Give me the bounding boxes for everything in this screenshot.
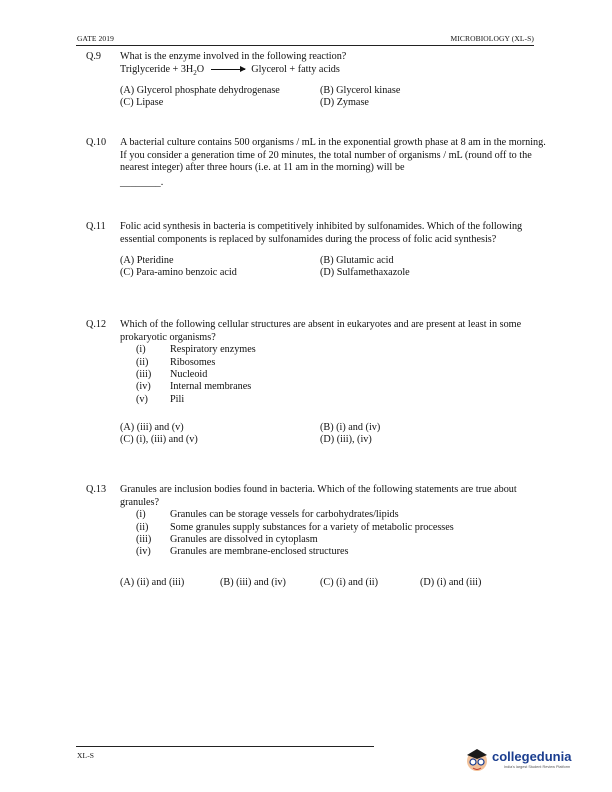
option-d[interactable]: (D) Zymase [320, 97, 369, 109]
mascot-icon [464, 745, 490, 773]
option-c[interactable]: (C) Para-amino benzoic acid [120, 267, 237, 279]
list-item: (iv) Granules are membrane-enclosed structures [136, 546, 349, 558]
answer-blank: ________. [120, 176, 164, 188]
reaction: Triglyceride + $3H_2O$ Glycerol + fatty acids [120, 63, 340, 77]
question-13 [86, 484, 546, 591]
option-b[interactable]: (B) Glutamic acid [320, 255, 394, 267]
option-d[interactable]: (D) (iii), (iv) [320, 434, 372, 446]
list-item: (i) Granules can be storage vessels for carbohydrates/lipids [136, 509, 399, 521]
option-c[interactable]: (C) (i) and (ii) [320, 576, 378, 588]
option-c[interactable]: (C) Lipase [120, 97, 164, 109]
question-9 [86, 51, 546, 111]
option-a[interactable]: (A) (ii) and (iii) [120, 576, 185, 588]
option-b[interactable]: (B) (i) and (iv) [320, 422, 381, 434]
option-d[interactable]: (D) Sulfamethaxazole [320, 267, 410, 279]
option-a[interactable]: (A) (iii) and (v) [120, 422, 184, 434]
collegedunia-logo [464, 745, 584, 775]
option-a[interactable]: (A) Glycerol phosphate dehydrogenase [120, 85, 280, 97]
list-item: (iii) Granules are dissolved in cytoplasm [136, 534, 318, 545]
option-a[interactable]: (A) Pteridine [120, 255, 174, 267]
header-left: GATE 2019 [77, 34, 114, 43]
logo-tagline: India's largest Student Review Platform [504, 765, 571, 769]
question-10 [86, 137, 546, 189]
question-text: A bacterial culture contains 500 organisms / mL in the exponential growth phase at 8 am in the morning. If you consider a generation time of 20 minutes, the total number of organisms / mL (round off to the nearest integer) after three hours (i.e. at 11 am in the morning) will be [120, 137, 546, 174]
logo-brand: collegedunia [492, 749, 572, 764]
list-item: (i) Respiratory enzymes [136, 344, 256, 356]
options [120, 255, 546, 281]
question-text: Folic acid synthesis in bacteria is competitively inhibited by sulfonamides. Which of the following essential components is replaced by sulfonamides during the process of folic acid synthesis? [120, 221, 523, 245]
option-b[interactable]: (B) (iii) and (iv) [220, 576, 286, 588]
header-right: MICROBIOLOGY (XL-S) [450, 34, 534, 43]
list-item: (ii) Some granules supply substances for a variety of metabolic processes [136, 521, 454, 533]
question-number: Q.13 [86, 484, 107, 495]
question-11 [86, 221, 546, 281]
list-item: (iv) Internal membranes [136, 381, 252, 393]
footer-rule [76, 746, 374, 747]
question-12 [86, 319, 546, 448]
options [120, 422, 546, 448]
reaction-arrow-icon [211, 69, 245, 70]
statement-list [86, 344, 546, 406]
question-number: Q.9 [86, 51, 101, 62]
statement-list [86, 509, 546, 559]
question-number: Q.10 [86, 137, 107, 148]
list-item: (ii) Ribosomes [136, 356, 216, 368]
question-number: Q.12 [86, 319, 107, 330]
header-rule [76, 45, 534, 46]
question-text: Which of the following cellular structures are absent in eukaryotes and are present at least in some prokaryotic organisms? [120, 319, 522, 343]
options [120, 85, 546, 111]
question-text: Granules are inclusion bodies found in bacteria. Which of the following statements are true about granules? [120, 484, 517, 508]
options [120, 577, 546, 591]
option-b[interactable]: (B) Glycerol kinase [320, 85, 401, 97]
question-text: What is the enzyme involved in the following reaction? [120, 51, 347, 62]
list-item: (iii) Nucleoid [136, 369, 208, 380]
question-number: Q.11 [86, 221, 106, 232]
list-item: (v) Pili [136, 393, 185, 405]
option-d[interactable]: (D) (i) and (iii) [420, 576, 482, 588]
footer-left: XL-S [77, 751, 95, 760]
option-c[interactable]: (C) (i), (iii) and (v) [120, 434, 198, 446]
